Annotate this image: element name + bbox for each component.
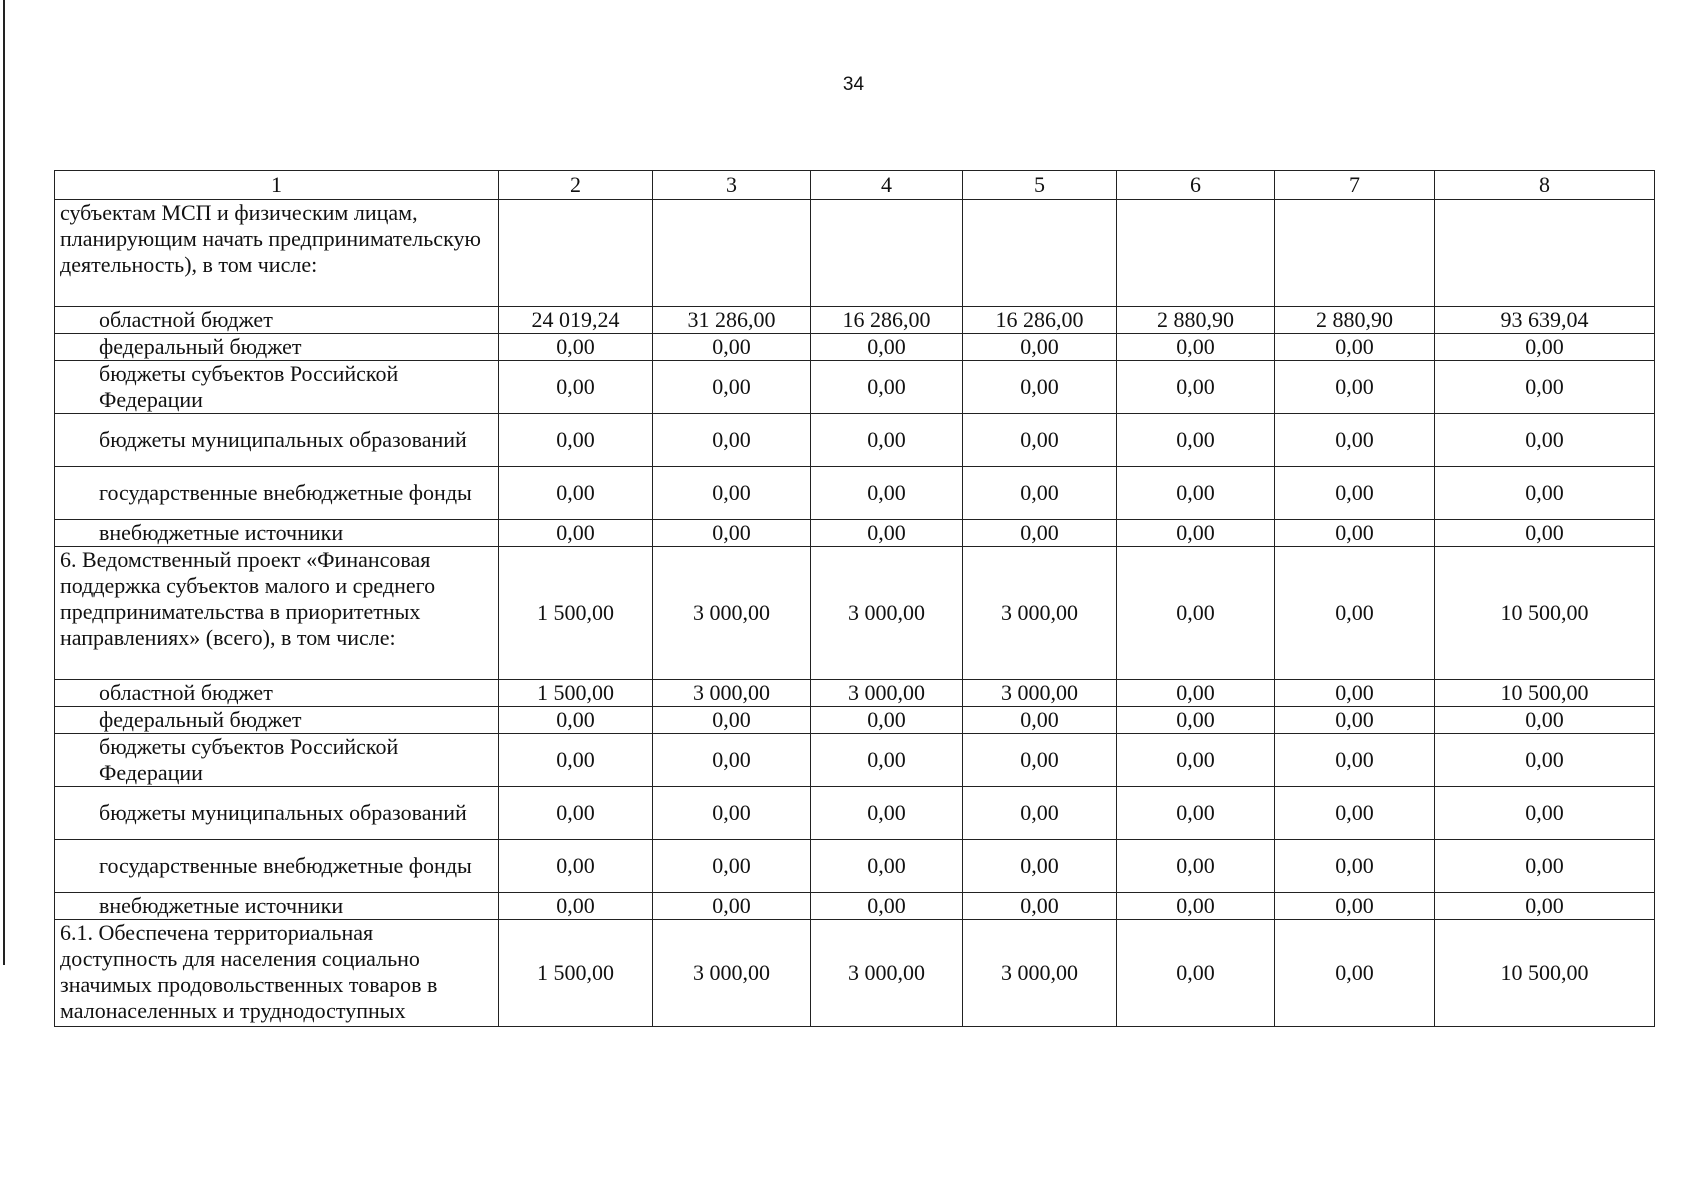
value-cell: 0,00 <box>653 840 811 893</box>
value-cell: 0,00 <box>653 707 811 734</box>
row-label: 6.1. Обеспечена территориальная доступность для населения социально значимых продовольственных товаров в малонаселенных и труднодоступных <box>55 920 499 1027</box>
value-cell: 16 286,00 <box>963 307 1117 334</box>
row-label: бюджеты субъектов Российской Федерации <box>55 361 499 414</box>
value-cell: 0,00 <box>1117 680 1275 707</box>
table-row <box>55 307 1655 334</box>
value-cell: 0,00 <box>1275 520 1435 547</box>
row-label: федеральный бюджет <box>55 707 499 734</box>
value-cell: 3 000,00 <box>811 547 963 680</box>
row-label: 6. Ведомственный проект «Финансовая поддержка субъектов малого и среднего предпринимательства в приоритетных направлениях» (всего), в том числе: <box>55 547 499 680</box>
budget-table <box>54 170 1655 1027</box>
column-header: 2 <box>499 171 653 200</box>
row-label: внебюджетные источники <box>55 520 499 547</box>
value-cell <box>653 200 811 307</box>
value-cell <box>1275 200 1435 307</box>
value-cell: 1 500,00 <box>499 680 653 707</box>
value-cell: 0,00 <box>653 734 811 787</box>
column-header: 7 <box>1275 171 1435 200</box>
value-cell: 0,00 <box>499 467 653 520</box>
value-cell: 0,00 <box>499 361 653 414</box>
table-row <box>55 787 1655 840</box>
value-cell: 0,00 <box>1275 467 1435 520</box>
value-cell: 0,00 <box>1435 787 1655 840</box>
value-cell: 3 000,00 <box>811 680 963 707</box>
row-label: государственные внебюджетные фонды <box>55 840 499 893</box>
value-cell: 0,00 <box>653 520 811 547</box>
value-cell: 0,00 <box>1435 361 1655 414</box>
table-row <box>55 734 1655 787</box>
value-cell <box>499 200 653 307</box>
value-cell: 10 500,00 <box>1435 920 1655 1027</box>
value-cell: 0,00 <box>963 520 1117 547</box>
row-label: бюджеты муниципальных образований <box>55 414 499 467</box>
value-cell: 0,00 <box>1117 920 1275 1027</box>
value-cell: 0,00 <box>1117 734 1275 787</box>
value-cell: 0,00 <box>963 361 1117 414</box>
value-cell: 0,00 <box>811 840 963 893</box>
value-cell: 0,00 <box>811 467 963 520</box>
value-cell: 0,00 <box>1117 840 1275 893</box>
value-cell: 3 000,00 <box>653 680 811 707</box>
value-cell: 0,00 <box>1117 467 1275 520</box>
row-label: субъектам МСП и физическим лицам, планирующим начать предпринимательскую деятельность), в том числе: <box>55 200 499 307</box>
value-cell: 0,00 <box>653 467 811 520</box>
value-cell: 1 500,00 <box>499 547 653 680</box>
value-cell: 0,00 <box>1275 840 1435 893</box>
value-cell: 0,00 <box>1435 893 1655 920</box>
value-cell: 3 000,00 <box>963 920 1117 1027</box>
value-cell: 0,00 <box>963 414 1117 467</box>
value-cell: 0,00 <box>1117 547 1275 680</box>
column-header: 3 <box>653 171 811 200</box>
value-cell: 0,00 <box>811 520 963 547</box>
value-cell: 0,00 <box>1275 734 1435 787</box>
value-cell: 0,00 <box>963 334 1117 361</box>
table-row <box>55 707 1655 734</box>
value-cell: 0,00 <box>811 414 963 467</box>
table-row <box>55 414 1655 467</box>
column-header: 6 <box>1117 171 1275 200</box>
value-cell: 0,00 <box>499 840 653 893</box>
table-row <box>55 920 1655 1027</box>
row-label: внебюджетные источники <box>55 893 499 920</box>
column-header: 8 <box>1435 171 1655 200</box>
value-cell: 0,00 <box>1275 361 1435 414</box>
table-row <box>55 547 1655 680</box>
value-cell: 0,00 <box>1275 707 1435 734</box>
value-cell: 0,00 <box>1117 361 1275 414</box>
row-label: федеральный бюджет <box>55 334 499 361</box>
value-cell: 2 880,90 <box>1117 307 1275 334</box>
value-cell: 0,00 <box>1117 707 1275 734</box>
value-cell: 93 639,04 <box>1435 307 1655 334</box>
value-cell: 16 286,00 <box>811 307 963 334</box>
column-header: 1 <box>55 171 499 200</box>
value-cell: 0,00 <box>1435 707 1655 734</box>
value-cell: 2 880,90 <box>1275 307 1435 334</box>
value-cell: 0,00 <box>653 893 811 920</box>
left-margin-rule <box>3 0 5 965</box>
column-header: 4 <box>811 171 963 200</box>
value-cell: 0,00 <box>653 334 811 361</box>
value-cell: 0,00 <box>1435 414 1655 467</box>
value-cell: 10 500,00 <box>1435 547 1655 680</box>
row-label: областной бюджет <box>55 680 499 707</box>
value-cell: 0,00 <box>1117 893 1275 920</box>
table-row <box>55 467 1655 520</box>
value-cell: 10 500,00 <box>1435 680 1655 707</box>
value-cell <box>811 200 963 307</box>
value-cell: 0,00 <box>1275 414 1435 467</box>
value-cell: 0,00 <box>1117 520 1275 547</box>
table-row <box>55 893 1655 920</box>
value-cell: 0,00 <box>963 467 1117 520</box>
value-cell <box>1117 200 1275 307</box>
value-cell: 0,00 <box>1117 414 1275 467</box>
value-cell: 0,00 <box>499 414 653 467</box>
value-cell: 0,00 <box>963 734 1117 787</box>
value-cell: 0,00 <box>1275 680 1435 707</box>
row-label: бюджеты субъектов Российской Федерации <box>55 734 499 787</box>
value-cell: 1 500,00 <box>499 920 653 1027</box>
value-cell: 0,00 <box>811 893 963 920</box>
value-cell: 0,00 <box>499 893 653 920</box>
column-header: 5 <box>963 171 1117 200</box>
page-number: 34 <box>842 74 865 95</box>
value-cell: 0,00 <box>1117 334 1275 361</box>
value-cell: 0,00 <box>1435 520 1655 547</box>
value-cell: 0,00 <box>499 520 653 547</box>
column-number-row <box>55 171 1655 200</box>
value-cell: 3 000,00 <box>653 920 811 1027</box>
value-cell: 0,00 <box>1275 920 1435 1027</box>
value-cell: 0,00 <box>653 414 811 467</box>
value-cell: 0,00 <box>1275 547 1435 680</box>
value-cell: 3 000,00 <box>963 680 1117 707</box>
value-cell: 3 000,00 <box>811 920 963 1027</box>
value-cell <box>1435 200 1655 307</box>
value-cell: 0,00 <box>1117 787 1275 840</box>
row-label: областной бюджет <box>55 307 499 334</box>
value-cell: 3 000,00 <box>963 547 1117 680</box>
table-row <box>55 680 1655 707</box>
value-cell: 0,00 <box>499 707 653 734</box>
value-cell: 0,00 <box>1435 734 1655 787</box>
value-cell: 24 019,24 <box>499 307 653 334</box>
value-cell: 0,00 <box>811 787 963 840</box>
table-row <box>55 361 1655 414</box>
table-row <box>55 520 1655 547</box>
value-cell: 0,00 <box>1435 334 1655 361</box>
row-label: бюджеты муниципальных образований <box>55 787 499 840</box>
value-cell: 31 286,00 <box>653 307 811 334</box>
value-cell: 0,00 <box>811 707 963 734</box>
value-cell: 0,00 <box>1275 893 1435 920</box>
value-cell: 0,00 <box>1435 840 1655 893</box>
table-row <box>55 840 1655 893</box>
value-cell: 0,00 <box>499 787 653 840</box>
value-cell: 0,00 <box>653 787 811 840</box>
value-cell <box>963 200 1117 307</box>
table-row <box>55 200 1655 307</box>
value-cell: 0,00 <box>1275 334 1435 361</box>
table-row <box>55 334 1655 361</box>
value-cell: 0,00 <box>811 361 963 414</box>
value-cell: 0,00 <box>653 361 811 414</box>
value-cell: 0,00 <box>499 334 653 361</box>
value-cell: 0,00 <box>963 840 1117 893</box>
value-cell: 0,00 <box>811 334 963 361</box>
value-cell: 0,00 <box>963 893 1117 920</box>
table-body <box>55 171 1655 1027</box>
value-cell: 0,00 <box>499 734 653 787</box>
value-cell: 0,00 <box>811 734 963 787</box>
value-cell: 0,00 <box>963 787 1117 840</box>
value-cell: 0,00 <box>1275 787 1435 840</box>
value-cell: 0,00 <box>1435 467 1655 520</box>
row-label: государственные внебюджетные фонды <box>55 467 499 520</box>
value-cell: 3 000,00 <box>653 547 811 680</box>
value-cell: 0,00 <box>963 707 1117 734</box>
